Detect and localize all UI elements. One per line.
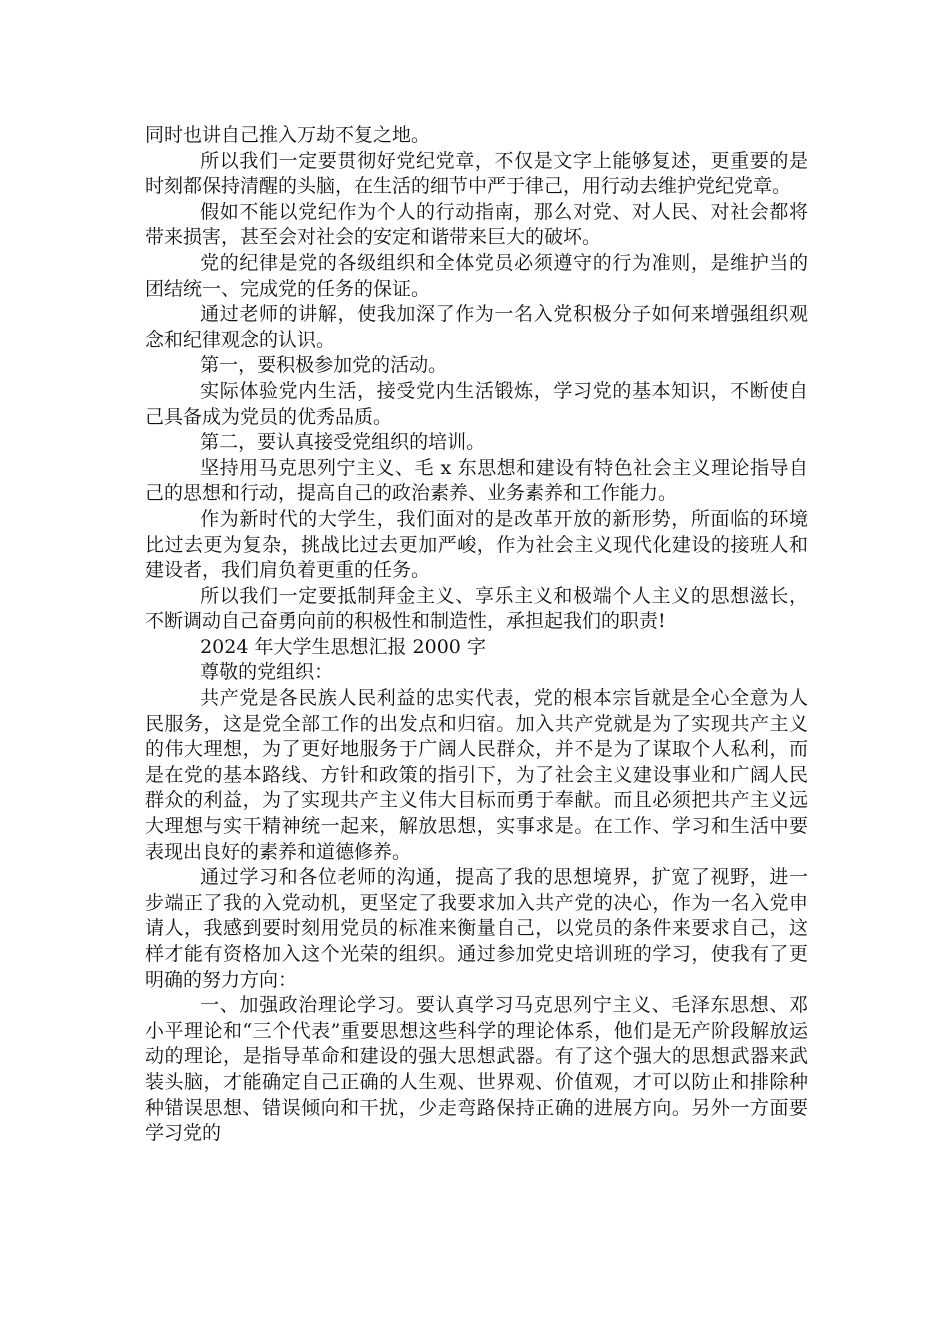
section-title: 2024 年大学生思想汇报 2000 字 — [200, 635, 486, 658]
paragraph-9: 坚持用马克思列宁主义、毛 x 东思想和建设有特色社会主义理论指导自己的思想和行动，提高自己的政治素养、业务素养和工作能力。 — [145, 456, 808, 505]
document-body — [145, 123, 808, 1147]
paragraph-16: 一、加强政治理论学习。要认真学习马克思列宁主义、毛泽东思想、邓小平理论和“三个代表”重要思想这些科学的理论体系，他们是无产阶段解放运动的理论，是指导革命和建设的强大思想武器。有了这个强大的思想武器来武装头脑，才能确定自己正确的人生观、世界观、价值观，才可以防止和排除种种错误思想、错误倾向和干扰，少走弯路保持正确的进展方向。另外一方面要学习党的 — [145, 994, 808, 1145]
paragraph-4: 党的纪律是党的各级组织和全体党员必须遵守的行为准则，是维护当的团结统一、完成党的任务的保证。 — [145, 251, 808, 300]
paragraph-7: 实际体验党内生活，接受党内生活锻炼，学习党的基本知识，不断使自己具备成为党员的优秀品质。 — [145, 379, 808, 428]
paragraph-3: 假如不能以党纪作为个人的行动指南，那么对党、对人民、对社会都将带来损害，甚至会对社会的安定和谐带来巨大的破坏。 — [145, 200, 808, 249]
paragraph-2: 所以我们一定要贯彻好党纪党章，不仅是文字上能够复述，更重要的是时刻都保持清醒的头脑，在生活的细节中严于律己，用行动去维护党纪党章。 — [145, 149, 808, 198]
paragraph-8: 第二，要认真接受党组织的培训。 — [200, 431, 486, 454]
paragraph-11: 所以我们一定要抵制拜金主义、享乐主义和极端个人主义的思想滋长，不断调动自己奋勇向前的积极性和制造性，承担起我们的职责! — [145, 584, 808, 633]
paragraph-10: 作为新时代的大学生，我们面对的是改革开放的新形势，所面临的环境比过去更为复杂，挑战比过去更加严峻，作为社会主义现代化建设的接班人和建设者，我们肩负着更重的任务。 — [145, 507, 808, 582]
paragraph-5: 通过老师的讲解，使我加深了作为一名入党积极分子如何来增强组织观念和纪律观念的认识。 — [145, 303, 808, 351]
paragraph-14: 共产党是各民族人民利益的忠实代表，党的根本宗旨就是全心全意为人民服务，这是党全部工作的出发点和归宿。加入共产党就是为了实现共产主义的伟大理想，为了更好地服务于广阔人民群众，并不是为了谋取个人私利，而是在党的基本路线、方针和政策的指引下，为了社会主义建设事业和广阔人民群众的利益，为了实现共产主义伟大目标而勇于奉献。而且必须把共产主义远大理想与实干精神统一起来，解放思想，实事求是。在工作、学习和生活中要表现出良好的素养和道德修养。 — [145, 687, 808, 863]
paragraph-15: 通过学习和各位老师的沟通，提高了我的思想境界，扩宽了视野，进一步端正了我的入党动机，更坚定了我要求加入共产党的决心，作为一名入党申请人，我感到要时刻用党员的标准来衡量自己，以党员的条件来要求自己，这样才能有资格加入这个光荣的组织。通过参加党史培训班的学习，使我有了更明确的努力方向： — [145, 866, 808, 991]
salutation: 尊敬的党组织： — [200, 661, 334, 684]
paragraph-1: 同时也讲自己推入万劫不复之地。 — [145, 124, 431, 146]
paragraph-6: 第一，要积极参加党的活动。 — [200, 354, 448, 377]
